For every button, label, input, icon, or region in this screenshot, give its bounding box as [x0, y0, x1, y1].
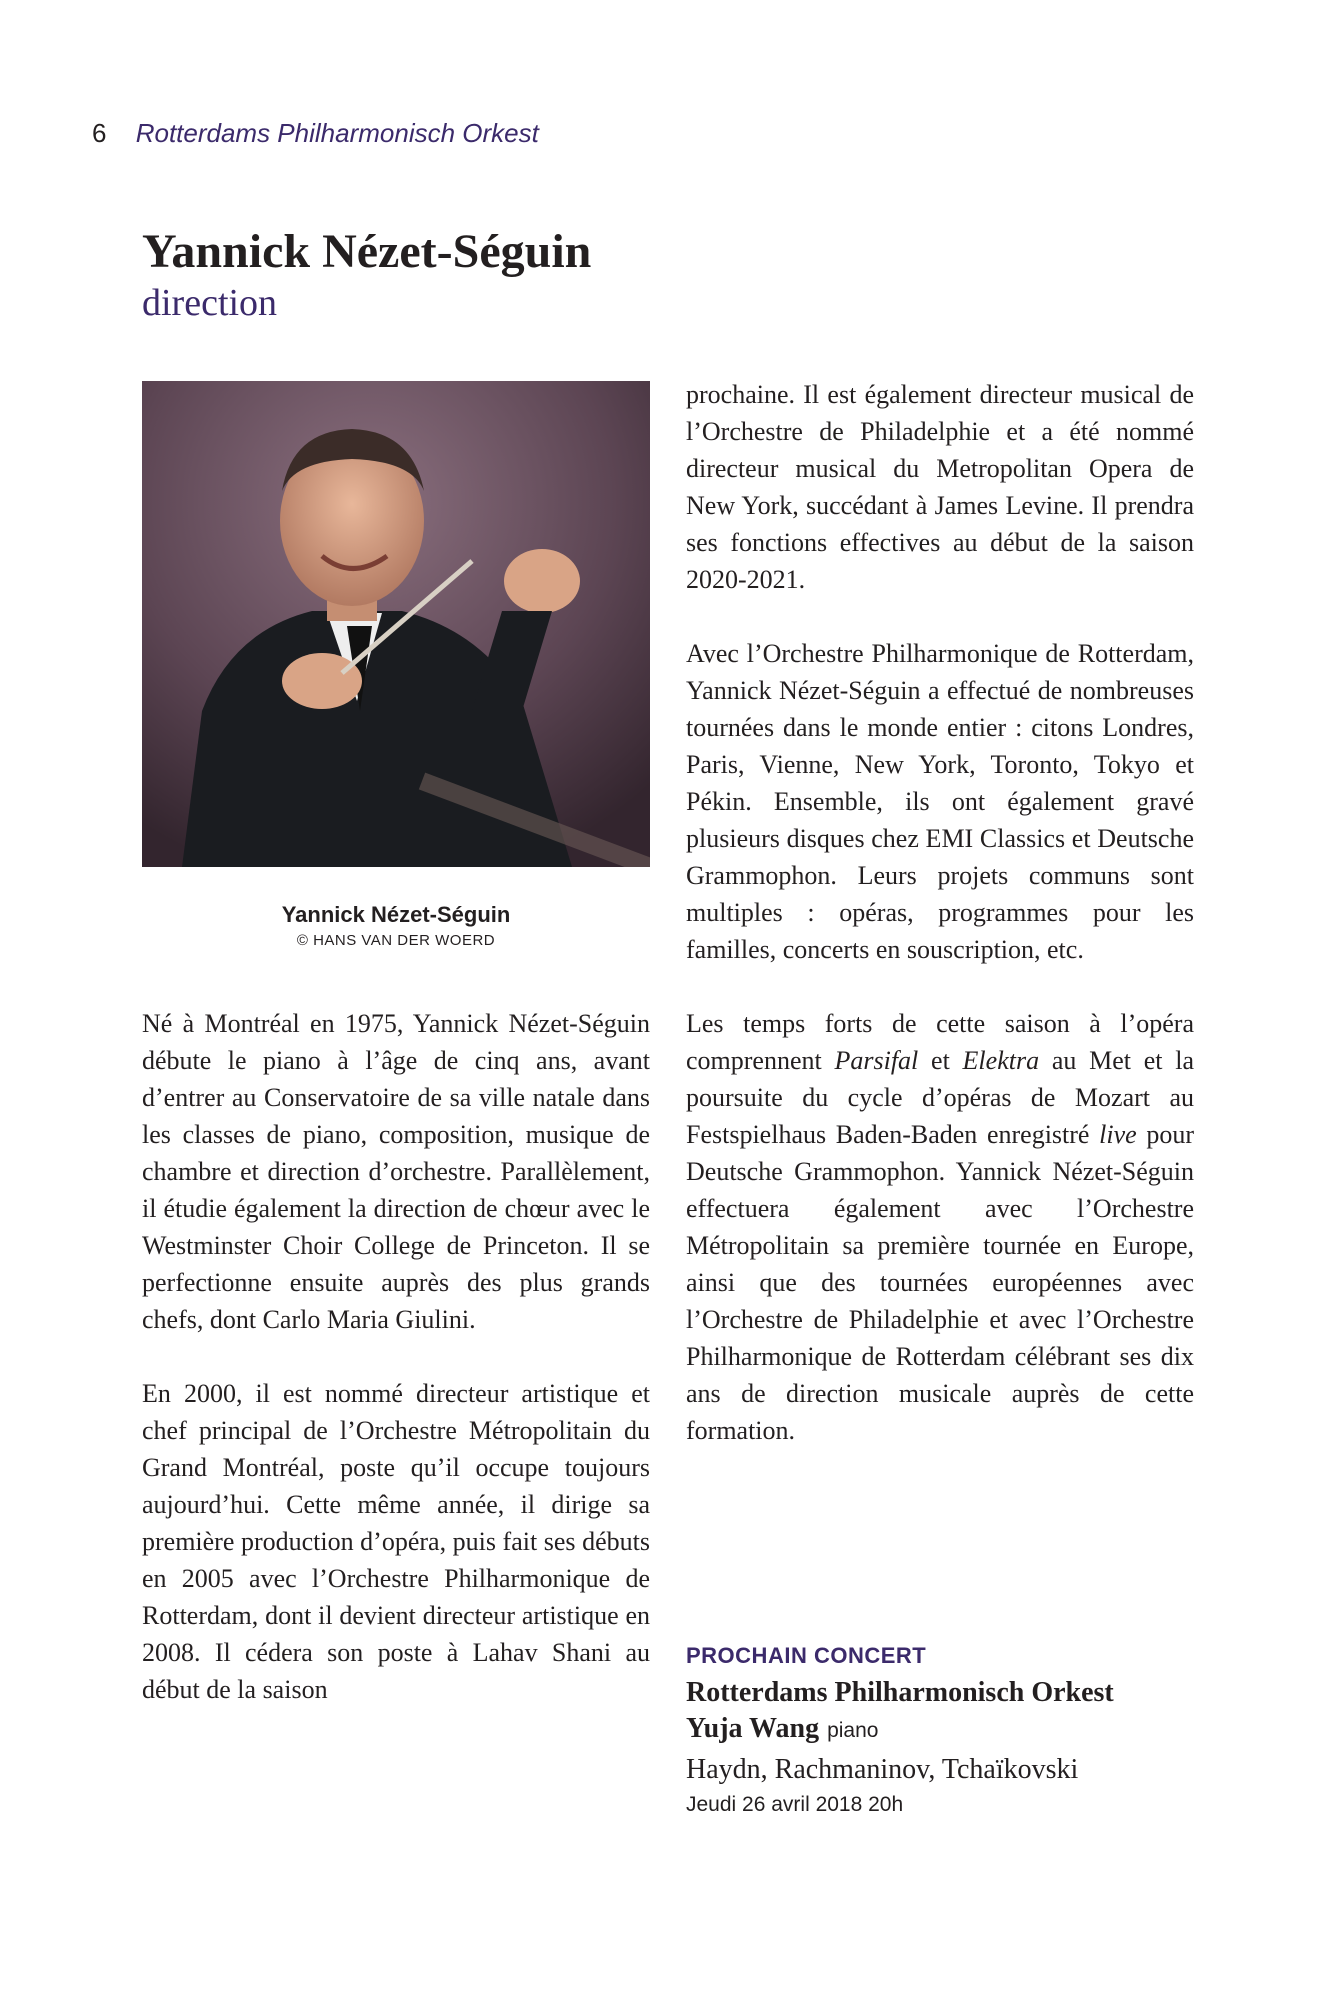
- right-column: [686, 376, 1194, 1486]
- page-header: [92, 118, 539, 149]
- emphasis-live: live: [1099, 1120, 1137, 1149]
- next-concert-program: Haydn, Rachmaninov, Tchaïkovski: [686, 1754, 1079, 1785]
- next-concert-date: Jeudi 26 avril 2018 20h: [686, 1793, 904, 1816]
- paragraph-text: et: [918, 1046, 963, 1075]
- paragraph-text: pour Deutsche Grammophon. Yannick Nézet-Séguin effectuera également avec l’Orchestre Métropolitain sa première tournée en Europe, ainsi que des tournées européennes avec l’Orchestre de Philadelphie et avec l’Orchestre Philharmonique de Rotterdam célébrant ses dix ans de direction musicale auprès de cette formation.: [686, 1120, 1194, 1445]
- paragraph: prochaine. Il est également directeur musical de l’Orchestre de Philadelphie et a été nommé directeur musical du Metropolitan Opera de New York, succédant à James Levine. Il prendra ses fonctions effectives au début de la saison 2020-2021.: [686, 380, 1194, 594]
- paragraph: [686, 1005, 1194, 1449]
- page-number: 6: [92, 118, 107, 148]
- next-concert-soloist: Yuja Wang: [686, 1713, 820, 1744]
- next-concert-box: [686, 1642, 1206, 1820]
- photo-caption: [142, 902, 650, 949]
- next-concert-instrument: piano: [827, 1719, 879, 1742]
- left-column: [142, 1005, 650, 1745]
- next-concert-soloist-row: [686, 1712, 1206, 1750]
- paragraph: Né à Montréal en 1975, Yannick Nézet-Séguin débute le piano à l’âge de cinq ans, avant d’entrer au Conservatoire de sa ville natale dans les classes de piano, composition, musique de chambre et direction d’orchestre. Parallèlement, il étudie également la direction de chœur avec le Westminster Choir College de Princeton. Il se perfectionne ensuite auprès des plus grands chefs, dont Carlo Maria Giulini.: [142, 1009, 650, 1334]
- next-concert-label: PROCHAIN CONCERT: [686, 1643, 927, 1668]
- paragraph: Avec l’Orchestre Philharmonique de Rotterdam, Yannick Nézet-Séguin a effectué de nombreuses tournées dans le monde entier : citons Londres, Paris, Vienne, New York, Toronto, Tokyo et Pékin. Ensemble, ils ont également gravé plusieurs disques chez EMI Classics et Deutsche Grammophon. Leurs projets communs sont multiples : opéras, programmes pour les familles, concerts en souscription, etc.: [686, 639, 1194, 964]
- conductor-photo: [142, 381, 650, 867]
- caption-name: Yannick Nézet-Séguin: [281, 902, 511, 927]
- article-subtitle: direction: [142, 282, 278, 324]
- caption-credit: © HANS VAN DER WOERD: [296, 932, 496, 950]
- paragraph: En 2000, il est nommé directeur artistique et chef principal de l’Orchestre Métropolitain du Grand Montréal, poste qu’il occupe toujours aujourd’hui. Cette même année, il dirige sa première production d’opéra, puis fait ses débuts en 2005 avec l’Orchestre Philharmonique de Rotterdam, dont il devient directeur artistique en 2008. Il cédera son poste à Lahav Shani au début de la saison: [142, 1379, 650, 1704]
- conductor-photo-illustration: [142, 381, 650, 867]
- next-concert-orchestra: Rotterdams Philharmonisch Orkest: [686, 1677, 1114, 1708]
- paragraph-text: au Met et la poursuite du cycle d’opéras de Mozart au Festspielhaus Baden-Baden enregistré: [686, 1046, 1195, 1149]
- running-title: Rotterdams Philharmonisch Orkest: [135, 118, 539, 148]
- article-title: Yannick Nézet-Séguin: [142, 225, 592, 278]
- opera-title: Elektra: [962, 1046, 1040, 1075]
- opera-title: Parsifal: [834, 1046, 919, 1075]
- paragraph-text: Les temps forts de cette saison à l’opéra comprennent: [686, 1009, 1194, 1075]
